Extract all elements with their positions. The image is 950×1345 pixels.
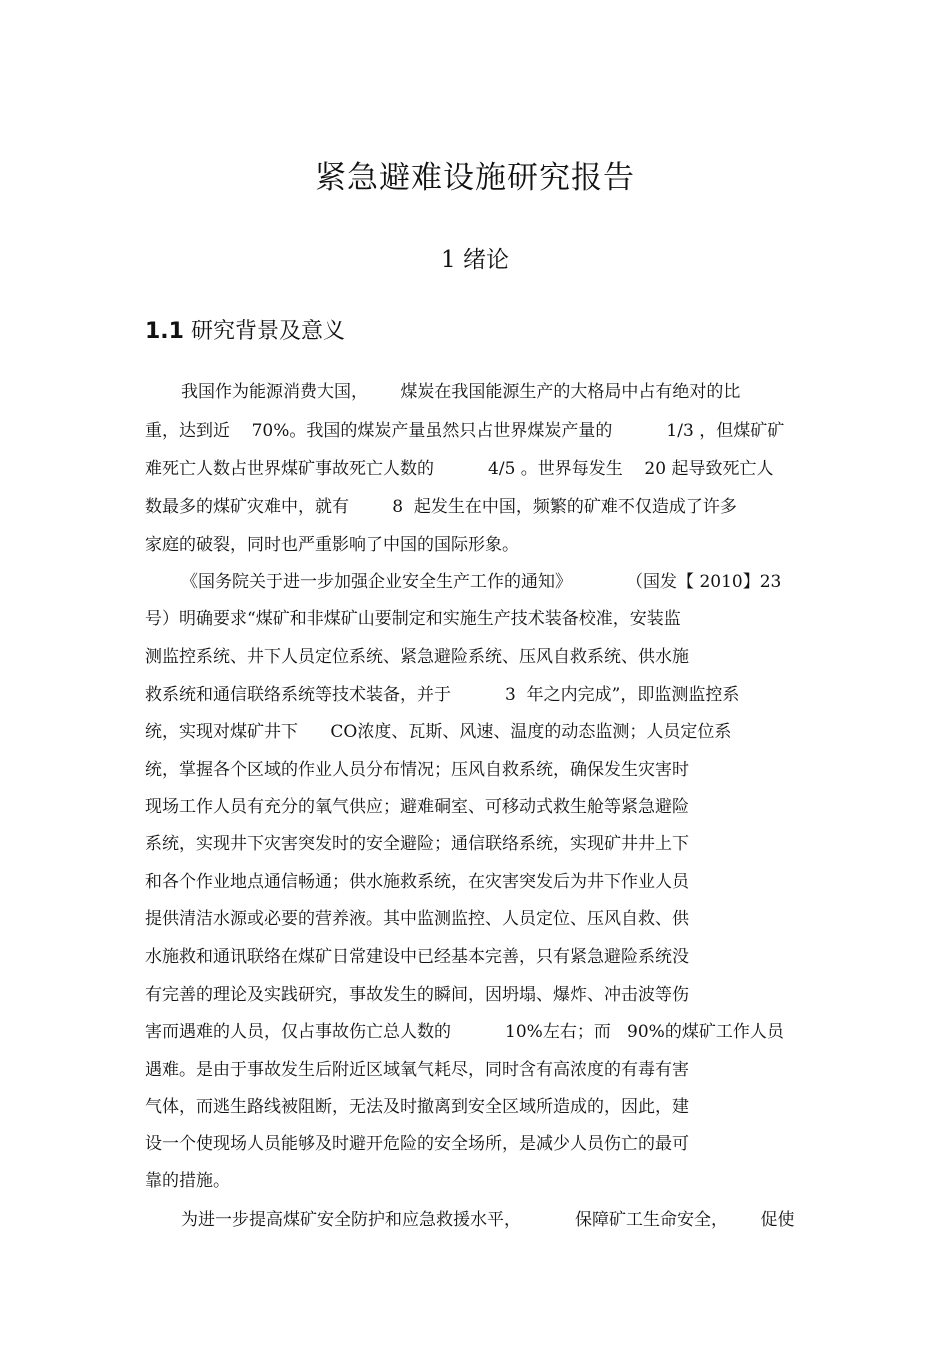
section-number: 1.1	[145, 319, 184, 344]
paragraph-line: 和各个作业地点通信畅通；供水施救系统，在灾害突发后为井下作业人员	[145, 872, 689, 892]
paragraph-line: 水施救和通讯联络在煤矿日常建设中已经基本完善，只有紧急避险系统没	[145, 947, 689, 967]
paragraph-line: 难死亡人数占世界煤矿事故死亡人数的 4/5 。世界每发生 20 起导致死亡人	[145, 459, 774, 479]
paragraph-line: 统，实现对煤矿井下 CO浓度、瓦斯、风速、温度的动态监测；人员定位系	[145, 722, 732, 742]
paragraph-line: 提供清洁水源或必要的营养液。其中监测监控、人员定位、压风自救、供	[145, 909, 689, 929]
chapter-heading: 1 绪论	[441, 247, 509, 273]
paragraph-line: 统，掌握各个区域的作业人员分布情况；压风自救系统，确保发生灾害时	[145, 760, 689, 780]
paragraph-line: 现场工作人员有充分的氧气供应；避难硐室、可移动式救生舱等紧急避险	[145, 797, 689, 817]
paragraph-line: 遇难。是由于事故发生后附近区域氧气耗尽，同时含有高浓度的有毒有害	[145, 1060, 689, 1080]
section-title: 研究背景及意义	[190, 319, 345, 344]
paragraph-line: 靠的措施。	[145, 1171, 230, 1191]
paragraph-line: 重，达到近 70%。我国的煤炭产量虽然只占世界煤炭产量的 1/3 ，但煤矿矿	[145, 421, 785, 441]
paragraph-line: 有完善的理论及实践研究，事故发生的瞬间，因坍塌、爆炸、冲击波等伤	[145, 985, 689, 1005]
paragraph-line: 家庭的破裂，同时也严重影响了中国的国际形象。	[145, 535, 519, 555]
paragraph-line: 为进一步提高煤矿安全防护和应急救援水平， 保障矿工生命安全， 促使	[181, 1210, 795, 1230]
section-heading	[145, 314, 345, 345]
paragraph-line: 《国务院关于进一步加强企业安全生产工作的通知》 （国发【 2010】23	[181, 572, 782, 592]
paragraph-line: 设一个使现场人员能够及时避开危险的安全场所，是减少人员伤亡的最可	[145, 1134, 689, 1154]
paragraph-line: 系统，实现井下灾害突发时的安全避险；通信联络系统，实现矿井井上下	[145, 834, 689, 854]
paragraph-line: 害而遇难的人员，仅占事故伤亡总人数的 10%左右；而 90%的煤矿工作人员	[145, 1022, 784, 1042]
paragraph-line: 测监控系统、井下人员定位系统、紧急避险系统、压风自救系统、供水施	[145, 647, 689, 667]
paragraph-line: 气体，而逃生路线被阻断，无法及时撤离到安全区域所造成的，因此，建	[145, 1097, 689, 1117]
document-title: 紧急避难设施研究报告	[315, 160, 635, 196]
paragraph-line: 号）明确要求“煤矿和非煤矿山要制定和实施生产技术装备校准，安装监	[145, 609, 681, 629]
paragraph-line: 我国作为能源消费大国， 煤炭在我国能源生产的大格局中占有绝对的比	[181, 382, 741, 402]
paragraph-line: 数最多的煤矿灾难中，就有 8 起发生在中国，频繁的矿难不仅造成了许多	[145, 497, 737, 517]
paragraph-line: 救系统和通信联络系统等技术装备，并于 3 年之内完成”，即监测监控系	[145, 685, 740, 705]
